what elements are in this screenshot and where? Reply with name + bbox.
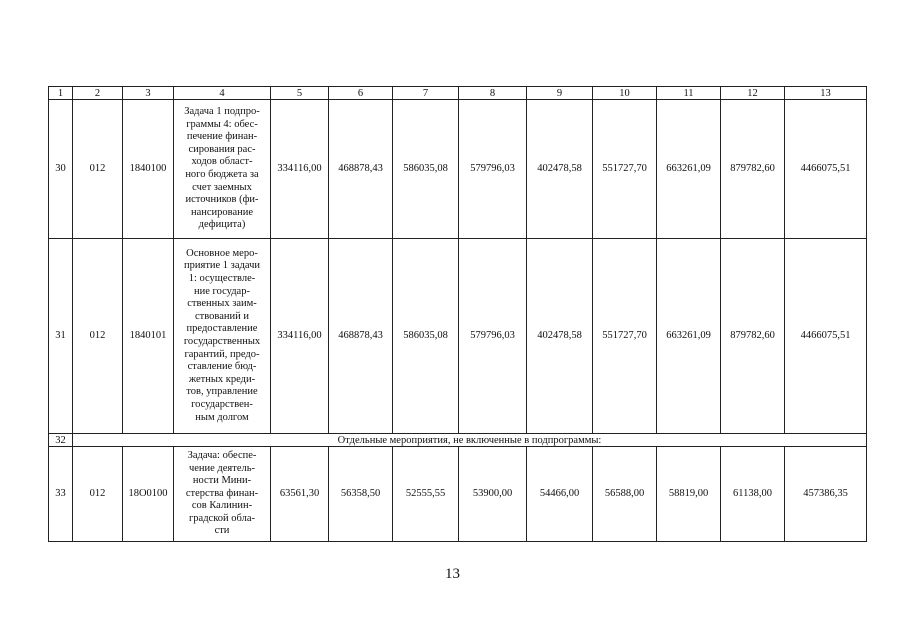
description-line: нансирование (190, 206, 254, 218)
description-line: 1: осуществле- (188, 273, 256, 285)
budget-code-cell: 012 (73, 447, 123, 542)
value-cell: 334116,00 (271, 100, 329, 239)
value-cell: 551727,70 (593, 100, 657, 239)
column-header: 9 (527, 87, 593, 100)
description-line: источников (фи- (185, 194, 259, 206)
description-line: ности Мини- (192, 475, 252, 487)
total-value-cell: 4466075,51 (785, 100, 867, 239)
program-code-cell: 18О0100 (123, 447, 174, 542)
column-header: 11 (657, 87, 721, 100)
row-number: 30 (49, 100, 73, 239)
value-cell: 663261,09 (657, 239, 721, 434)
description-line: сирования рас- (188, 143, 256, 155)
column-header: 4 (174, 87, 271, 100)
description-line: сти (214, 525, 230, 537)
description-line: жетных креди- (188, 373, 256, 385)
column-header: 6 (329, 87, 393, 100)
description-line: градской обла- (188, 512, 255, 524)
row-number: 31 (49, 239, 73, 434)
header-row (49, 87, 867, 100)
description-line: государственных (183, 336, 261, 347)
table-row (49, 447, 867, 542)
description-line: чение деятель- (188, 462, 256, 474)
column-header: 10 (593, 87, 657, 100)
description-line: ходов област- (191, 156, 253, 168)
description-cell (174, 100, 271, 239)
description-line: ние государ- (194, 285, 250, 297)
column-header: 3 (123, 87, 174, 100)
table-row (49, 239, 867, 434)
description-line: печение финан- (186, 131, 258, 143)
value-cell: 63561,30 (271, 447, 329, 542)
value-cell: 54466,00 (527, 447, 593, 542)
row-number: 33 (49, 447, 73, 542)
value-cell: 586035,08 (393, 239, 459, 434)
section-label: Отдельные мероприятия, не включенные в подпрограммы: (73, 434, 867, 447)
description-line: гарантий, предо- (184, 348, 260, 360)
description-line: ным долгом (195, 411, 249, 423)
value-cell: 334116,00 (271, 239, 329, 434)
program-code-cell: 1840101 (123, 239, 174, 434)
description-line: тов, управление (186, 386, 258, 398)
column-header: 12 (721, 87, 785, 100)
description-line: ставление бюд- (187, 361, 257, 373)
column-header: 2 (73, 87, 123, 100)
description-line: приятие 1 задачи (184, 260, 260, 272)
description-line: государствен- (191, 398, 253, 410)
page-number: 13 (445, 566, 460, 582)
column-header: 5 (271, 87, 329, 100)
description-line: граммы 4: обес- (186, 118, 258, 130)
total-value-cell: 457386,35 (785, 447, 867, 542)
column-header: 8 (459, 87, 527, 100)
budget-code-cell: 012 (73, 239, 123, 434)
value-cell: 402478,58 (527, 239, 593, 434)
column-header: 13 (785, 87, 867, 100)
value-cell: 402478,58 (527, 100, 593, 239)
description-line: счет заемных (192, 181, 252, 193)
description-line: ного бюджета за (185, 169, 259, 180)
value-cell: 468878,43 (329, 239, 393, 434)
table-row (49, 100, 867, 239)
description-line: Задача: обеспе- (187, 449, 257, 461)
total-value-cell: 4466075,51 (785, 239, 867, 434)
description-line: ствований и (195, 310, 249, 322)
description-cell (174, 239, 271, 434)
budget-table (48, 86, 867, 542)
value-cell: 53900,00 (459, 447, 527, 542)
value-cell: 61138,00 (721, 447, 785, 542)
value-cell: 879782,60 (721, 239, 785, 434)
row-number: 32 (49, 434, 73, 447)
value-cell: 579796,03 (459, 100, 527, 239)
value-cell: 586035,08 (393, 100, 459, 239)
value-cell: 56358,50 (329, 447, 393, 542)
description-line: стерства финан- (185, 487, 259, 499)
value-cell: 579796,03 (459, 239, 527, 434)
program-code-cell: 1840100 (123, 100, 174, 239)
value-cell: 52555,55 (393, 447, 459, 542)
description-line: дефицита) (198, 219, 246, 231)
budget-code-cell: 012 (73, 100, 123, 239)
description-line: сов Калинин- (191, 500, 253, 512)
value-cell: 663261,09 (657, 100, 721, 239)
value-cell: 551727,70 (593, 239, 657, 434)
description-line: ственных заим- (187, 298, 257, 310)
description-line: Основное меро- (186, 247, 258, 259)
column-header: 7 (393, 87, 459, 100)
value-cell: 56588,00 (593, 447, 657, 542)
description-line: Задача 1 подпро- (184, 106, 260, 118)
value-cell: 58819,00 (657, 447, 721, 542)
value-cell: 468878,43 (329, 100, 393, 239)
section-row (49, 434, 867, 447)
description-line: предоставление (186, 323, 258, 335)
value-cell: 879782,60 (721, 100, 785, 239)
column-header: 1 (49, 87, 73, 100)
description-cell (174, 447, 271, 542)
